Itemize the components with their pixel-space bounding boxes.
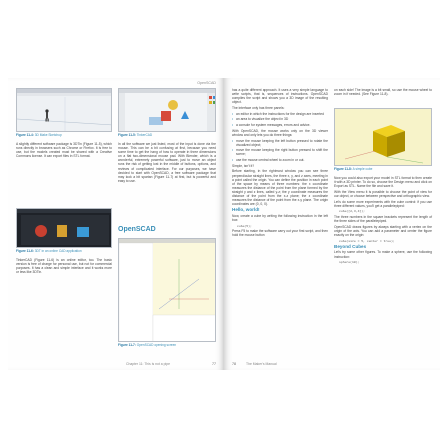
figure-caption: Figure 11-7: OpenSCAD opening screen bbox=[118, 343, 177, 347]
bullet-item: • an area to visualize the object in 3D bbox=[232, 117, 328, 121]
cube-illustration bbox=[335, 109, 432, 166]
figure-caption: Figure 11-8: A simple cube bbox=[334, 167, 373, 171]
subsection-title: Beyond Cubes bbox=[334, 243, 367, 249]
bullet-item: • a console for system messages, errors and advice. bbox=[232, 123, 328, 127]
code-line: cube(5); bbox=[237, 223, 252, 228]
figure-online-cad bbox=[16, 208, 112, 248]
bullet-item: • move the mouse keeping the right button pressed to shift the scene; bbox=[232, 148, 328, 156]
paragraph: Let's do some more experiments with the cube control: if you use three different values, you'll get a parallelepiped: bbox=[334, 199, 432, 208]
online-cad-illustration bbox=[17, 209, 112, 248]
paragraph: The interface only has three panels: bbox=[232, 105, 285, 110]
page-footer: The Maker's Manual bbox=[246, 362, 277, 366]
right-page-column-2 bbox=[334, 88, 432, 98]
paragraph: Before starting, in the rightmost window you can see three perpendicular straight lines, the three x, y, and z axes, meeting in a point called the origin. You can define the position in each point of the space by means of three numbers: the x coordinate measures the distance of the point from the plane formed by the straight y and z lines, called y-z; the y coordinate measures the distance of the point from the x-z plane; the z coordinate measures the distance of the point from the x-y plane. The origin coordinates are (0, 0, 0). bbox=[232, 169, 328, 207]
code-line: cube([2,3,4]); bbox=[339, 209, 365, 214]
paragraph: Now you could also export your model in STL format to then create it with a 3D printer. To do so, choose the Design menu and click on Export as STL. Name the file and save it. bbox=[334, 176, 432, 189]
paragraph: Now, create a cube by writing the following instruction in the left box: bbox=[232, 213, 328, 222]
figure-caption: Figure 11-6: 3DT in an online CAD application bbox=[16, 249, 82, 253]
left-page-column-2 bbox=[118, 142, 216, 185]
figure-sketchup bbox=[16, 88, 112, 132]
paragraph: In all the software we just listed, most of the input is done via the mouse. This can be a bit confusing at first, because you need some time to get the hang of how to operate in three dimensions on a flat two-dimensional mouse pad. With Blender, which is a wonderful, extremely powerful software, just to move an object runs the risk of getting lost in the middle of buttons, options, and reviews of complicated interface. For our purposes, we have decided to start with OpenSCAD, a free software package that may look a bit spartan (Figure 11-7) at first, but is powerful and easy to use. bbox=[118, 142, 216, 183]
paragraph: The three numbers in the square brackets represent the length of the three sides of the parallelepiped. bbox=[334, 215, 432, 224]
paragraph: on each side! The image is a bit small, so use the mouse wheel to zoom in if needed. (See Figure 11-8). bbox=[334, 88, 432, 97]
paragraph: With the View menu it is possible to choose the point of view for our object, or choose between perspective and orthographic view. bbox=[334, 189, 432, 198]
right-page-column-1 bbox=[232, 88, 328, 239]
figure-caption: Figure 11-4: 3D Make Sketchup bbox=[16, 133, 62, 137]
paragraph: Press F5 to make the software carry out your first script, and then hold the mouse button bbox=[232, 229, 328, 238]
paragraph: A slightly different software package is 3DTin (Figure 11-5), which runs directly in browsers such as Chrome or Firefox. It is free to use, but the models created must be shared with a Creative Commons license. It can export files in STL format. bbox=[16, 142, 112, 159]
figure-simple-cube bbox=[334, 108, 432, 166]
sketchup-illustration bbox=[17, 89, 112, 132]
running-head: OpenSCAD bbox=[197, 81, 216, 85]
book-spread bbox=[8, 78, 440, 370]
tinkercad-illustration bbox=[119, 89, 216, 132]
subsection-title: Hello, world! bbox=[232, 207, 260, 213]
figure-caption: Figure 11-5: TinkerCAD bbox=[118, 133, 153, 137]
paragraph: Let's try some other figures. To make a sphere, use the following instruction: bbox=[334, 250, 432, 259]
bullet-item: • use the mouse central wheel to zoom in or out. bbox=[232, 158, 328, 162]
right-page bbox=[224, 78, 440, 370]
left-column-text-2 bbox=[16, 258, 112, 276]
paragraph: TinkerCAD (Figure 11-6) is an online editor, too. The basic version is free of charge for personal use, but not for commercial purposes. It has a clean and simple interface and it works more or less like 3DTin. bbox=[16, 258, 112, 275]
paragraph: has a quite different approach. It uses a very simple language to write scripts, that is, sequences of instructions. OpenSCAD compiles the script and shows you a 3D image of the resulting object. bbox=[232, 88, 328, 105]
figure-openscad-screen bbox=[118, 238, 216, 342]
left-column-text bbox=[16, 142, 112, 160]
left-page bbox=[8, 78, 224, 370]
paragraph: OpenSCAD draws figures by always starting with a vertex on the origin of the axis. You can add a parameter and center the figure exactly on the origin: bbox=[334, 224, 432, 238]
code-line: sphere(10); bbox=[339, 260, 360, 265]
page-footer: Chapter 11: This is not a pipe bbox=[126, 362, 170, 366]
figure-tinkercad bbox=[118, 88, 216, 132]
bullet-item: • move the mouse keeping the left button pressed to rotate the visualized object; bbox=[232, 139, 328, 147]
right-page-column-2b bbox=[334, 176, 432, 266]
bullet-item: • an editor in which the instructions for the design are inserted bbox=[232, 112, 328, 116]
code-line: cube(size = 5, center = true); bbox=[339, 238, 395, 243]
page-number: 78 bbox=[232, 362, 236, 366]
section-title: OpenSCAD bbox=[118, 226, 156, 233]
openscad-screen-illustration bbox=[119, 239, 216, 342]
page-number: 77 bbox=[212, 362, 216, 366]
paragraph: Simple, isn't it? bbox=[232, 163, 255, 168]
paragraph: With OpenSCAD, the mouse works only on the 3D viewer window and only lets you do three things: bbox=[232, 128, 328, 137]
